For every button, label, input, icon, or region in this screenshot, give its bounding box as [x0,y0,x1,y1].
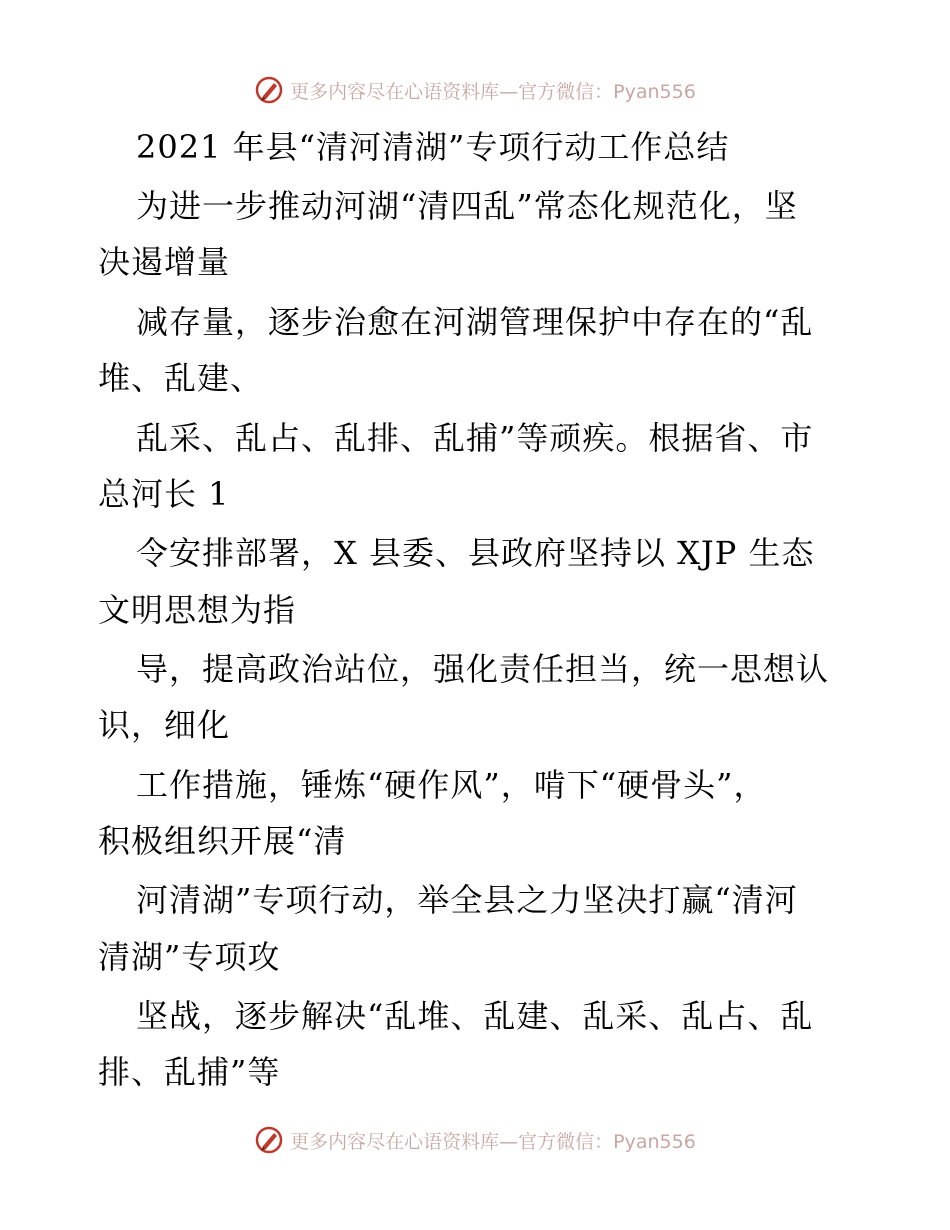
paragraph-line: 乱采、乱占、乱排、乱捕”等顽疾。根据省、市 [136,419,814,457]
paragraph-line: 坚战，逐步解决“乱堆、乱建、乱采、乱占、乱 [136,997,814,1035]
paragraph-line: 为进一步推动河湖“清四乱”常态化规范化，坚 [136,187,798,225]
paragraph-line: 减存量，逐步治愈在河湖管理保护中存在的“乱 [136,303,814,341]
pen-logo-icon [254,75,284,105]
footer-watermark [0,1120,950,1160]
paragraph-line: 识，细化 [98,706,231,744]
paragraph-line: 令安排部署，X 县委、县政府坚持以 XJP 生态 [136,534,815,572]
paragraph-line: 总河长 1 [98,475,230,513]
paragraph-line: 积极组织开展“清 [98,822,347,860]
document-title: 2021 年县“清河清湖”专项行动工作总结 [136,128,730,166]
paragraph-line: 堆、乱建、 [98,359,264,397]
paragraph-line: 清湖”专项攻 [98,938,281,976]
paragraph-line: 排、乱捕”等 [98,1053,281,1091]
paragraph-line: 河清湖”专项行动，举全县之力坚决打赢“清河 [136,881,798,919]
paragraph-line: 工作措施，锤炼“硬作风”，啃下“硬骨头”， [136,766,767,804]
watermark-text: 更多内容尽在心语资料库—官方微信：Pyan556 [290,1130,696,1153]
paragraph-line: 导，提高政治站位，强化责任担当，统一思想认 [136,650,830,688]
watermark-text: 更多内容尽在心语资料库—官方微信：Pyan556 [290,80,696,103]
paragraph-line: 决遏增量 [98,243,231,281]
paragraph-line: 文明思想为指 [98,591,297,629]
pen-logo-icon [254,1125,284,1155]
header-watermark [0,70,950,110]
